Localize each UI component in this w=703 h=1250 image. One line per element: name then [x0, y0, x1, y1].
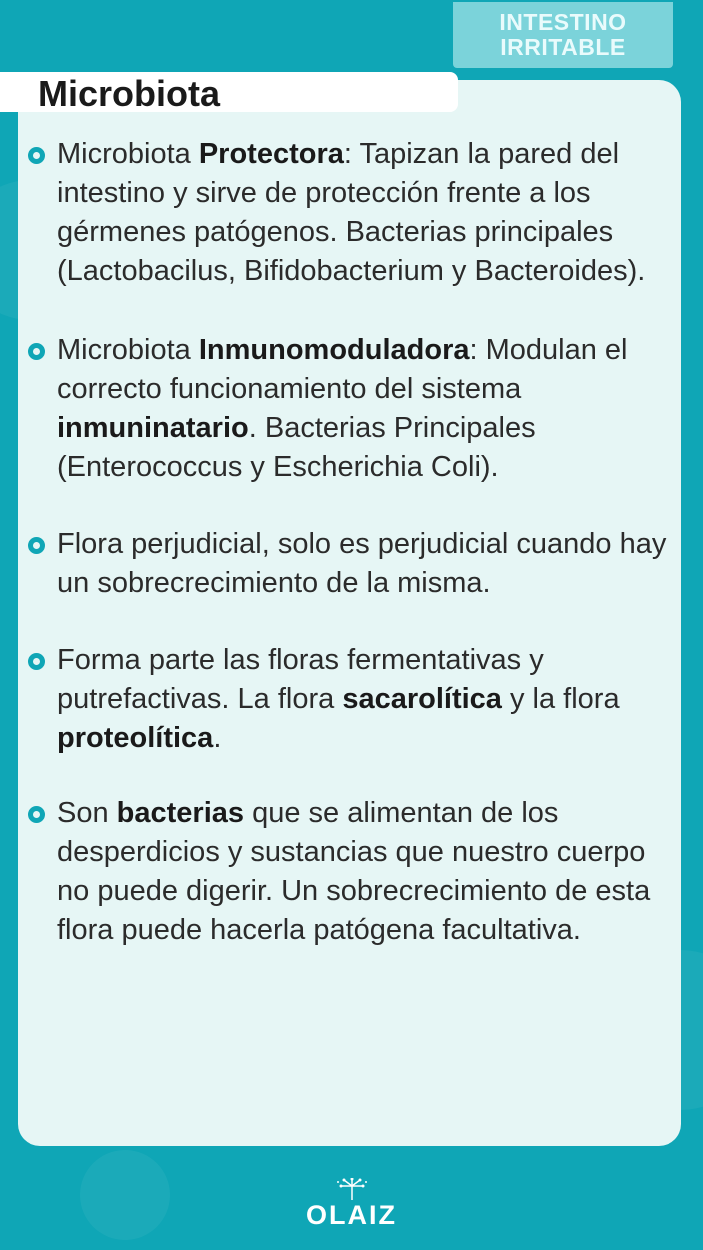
list-item-text: Forma parte las floras fermentativas y putrefactivas. La flora sacarolítica y la flora proteolítica.	[57, 644, 620, 754]
list-item	[28, 331, 678, 487]
category-tag-line2: IRRITABLE	[500, 34, 626, 60]
category-tag	[453, 2, 673, 68]
dandelion-icon	[332, 1178, 372, 1202]
circle-bullet-icon	[28, 343, 45, 360]
page-title: Microbiota	[38, 73, 221, 114]
circle-bullet-icon	[28, 806, 45, 823]
bullet-list	[28, 135, 678, 950]
list-item	[28, 135, 678, 291]
list-item	[28, 525, 678, 603]
list-item	[28, 794, 678, 950]
circle-bullet-icon	[28, 653, 45, 670]
logo-text: OLAIZ	[306, 1200, 397, 1230]
circle-bullet-icon	[28, 537, 45, 554]
list-item-text: Microbiota Protectora: Tapizan la pared del intestino y sirve de protección frente a los gérmenes patógenos. Bacterias principales (Lactobacilus, Bifidobacterium y Bacteroides).	[57, 138, 646, 287]
category-tag-line1: INTESTINO	[499, 9, 627, 35]
circle-bullet-icon	[28, 147, 45, 164]
brand-logo	[0, 1180, 703, 1231]
list-item-text: Flora perjudicial, solo es perjudicial cuando hay un sobrecrecimiento de la misma.	[57, 528, 667, 599]
list-item-text: Microbiota Inmunomoduladora: Modulan el correcto funcionamiento del sistema inmuninatario. Bacterias Principales (Enterococcus y Escherichia Coli).	[57, 334, 628, 483]
list-item-text: Son bacterias que se alimentan de los desperdicios y sustancias que nuestro cuerpo no puede digerir. Un sobrecrecimiento de esta flora puede hacerla patógena facultativa.	[57, 797, 651, 946]
list-item	[28, 641, 678, 758]
